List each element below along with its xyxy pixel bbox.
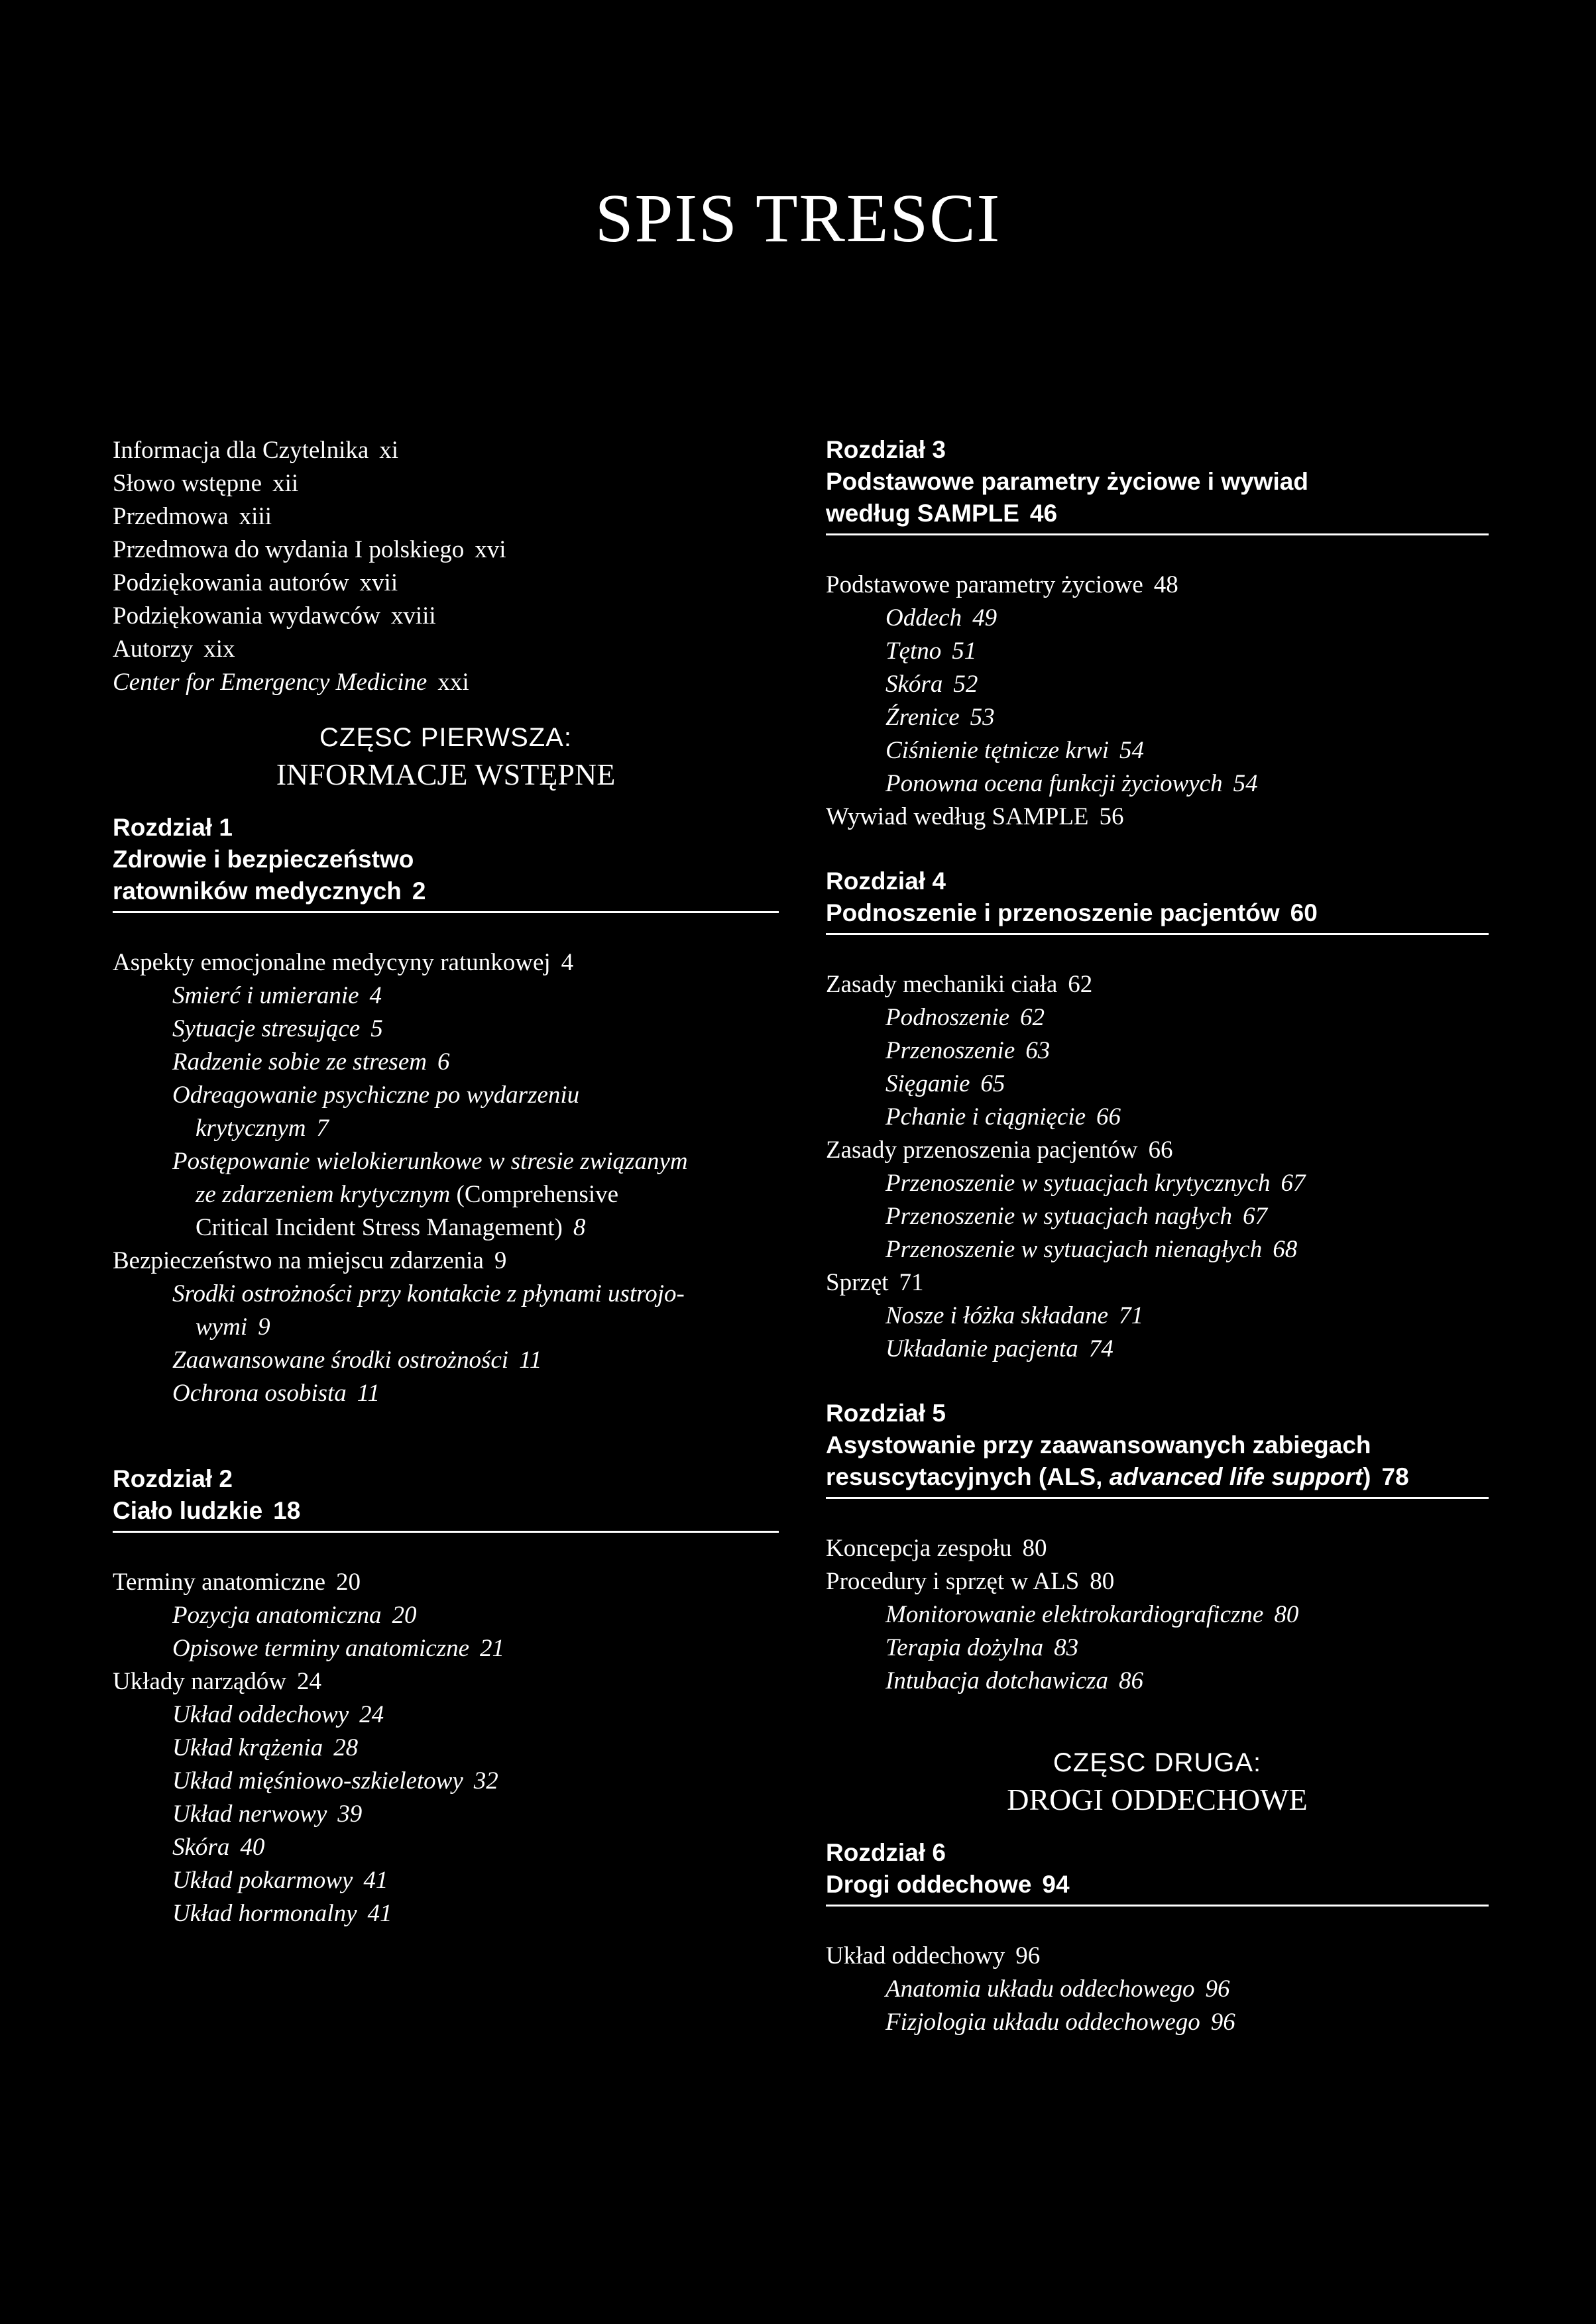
- chapter-entries: [826, 968, 1489, 1366]
- chapter-entries: [826, 1940, 1489, 2039]
- list-item[interactable]: Układanie pacjenta 74: [885, 1335, 1113, 1362]
- list-item[interactable]: Podnoszenie 62: [885, 1004, 1045, 1031]
- chapter-heading[interactable]: Rozdział 1 Zdrowie i bezpieczeństwo ratowników medycznych 2: [113, 812, 779, 913]
- list-item[interactable]: Przenoszenie w sytuacjach nagłych 67: [885, 1203, 1268, 1230]
- list-item[interactable]: Przenoszenie 63: [885, 1037, 1051, 1064]
- list-item[interactable]: Zasady przenoszenia pacjentów 66: [826, 1136, 1173, 1164]
- list-item[interactable]: Aspekty emocjonalne medycyny ratunkowej 4: [113, 949, 574, 976]
- list-item[interactable]: Intubacja dotchawicza 86: [885, 1667, 1144, 1694]
- chapter-entries: [113, 946, 779, 1410]
- list-item[interactable]: Układ oddechowy 24: [172, 1701, 384, 1728]
- list-item[interactable]: Układ pokarmowy 41: [172, 1867, 388, 1894]
- list-item[interactable]: Przedmowa xiii: [113, 503, 272, 530]
- chapter-heading[interactable]: Rozdział 6 Drogi oddechowe 94: [826, 1837, 1489, 1907]
- list-item[interactable]: Koncepcja zespołu 80: [826, 1535, 1047, 1562]
- list-item[interactable]: Tętno 51: [885, 637, 977, 665]
- part-heading: CZĘSC PIERWSZA: INFORMACJE WSTĘPNE: [276, 723, 616, 791]
- list-item[interactable]: Skóra 40: [172, 1834, 265, 1861]
- list-item[interactable]: Układ hormonalny 41: [172, 1900, 392, 1927]
- chapter-heading[interactable]: Rozdział 4 Podnoszenie i przenoszenie pacjentów 60: [826, 865, 1489, 935]
- chapter-entries: [826, 569, 1489, 834]
- list-item[interactable]: Informacja dla Czytelnika xi: [113, 437, 399, 464]
- chapter-entries: [826, 1532, 1489, 1698]
- list-item[interactable]: Anatomia układu oddechowego 96: [885, 1975, 1230, 2003]
- right-column: [826, 434, 1489, 2039]
- list-item[interactable]: Sytuacje stresujące 5: [172, 1015, 383, 1042]
- list-item[interactable]: Źrenice 53: [885, 704, 995, 731]
- list-item[interactable]: Srodki ostrożności przy kontakcie z płynami ustrojo-: [172, 1280, 685, 1307]
- list-item[interactable]: Ciśnienie tętnicze krwi 54: [885, 737, 1145, 764]
- list-item[interactable]: Układ mięśniowo-szkieletowy 32: [172, 1767, 498, 1795]
- list-item[interactable]: Zaawansowane środki ostrożności 11: [172, 1347, 542, 1374]
- list-item[interactable]: Słowo wstępne xii: [113, 470, 299, 497]
- list-item[interactable]: Przedmowa do wydania I polskiego xvi: [113, 536, 506, 563]
- frontmatter-list: [113, 434, 779, 699]
- list-item[interactable]: Odreagowanie psychiczne po wydarzeniu: [172, 1081, 580, 1109]
- list-item[interactable]: wymi 9: [196, 1313, 270, 1341]
- list-item[interactable]: Układ oddechowy 96: [826, 1942, 1041, 1969]
- list-item[interactable]: Postępowanie wielokierunkowe w stresie związanym: [172, 1148, 688, 1175]
- list-item[interactable]: Oddech 49: [885, 604, 997, 632]
- list-item[interactable]: Opisowe terminy anatomiczne 21: [172, 1635, 505, 1662]
- list-item[interactable]: Sięganie 65: [885, 1070, 1005, 1097]
- list-item[interactable]: Podstawowe parametry życiowe 48: [826, 571, 1178, 598]
- list-item[interactable]: Układy narządów 24: [113, 1668, 321, 1695]
- chapter-entries: [113, 1566, 779, 1930]
- chapter-heading[interactable]: Rozdział 3 Podstawowe parametry życiowe i wywiad według SAMPLE 46: [826, 434, 1489, 535]
- list-item[interactable]: Ochrona osobista 11: [172, 1380, 380, 1407]
- page-title: SPIS TRESCI: [595, 180, 1001, 256]
- list-item[interactable]: Autorzy xix: [113, 636, 235, 663]
- list-item[interactable]: Zasady mechaniki ciała 62: [826, 971, 1093, 998]
- list-item[interactable]: Wywiad według SAMPLE 56: [826, 803, 1124, 830]
- list-item[interactable]: Smierć i umieranie 4: [172, 982, 382, 1009]
- list-item[interactable]: Pozycja anatomiczna 20: [172, 1602, 417, 1629]
- list-item[interactable]: Podziękowania autorów xvii: [113, 569, 398, 596]
- list-item[interactable]: Radzenie sobie ze stresem 6: [172, 1048, 450, 1076]
- list-item[interactable]: krytycznym 7: [196, 1115, 329, 1142]
- list-item[interactable]: Fizjologia układu oddechowego 96: [885, 2009, 1235, 2036]
- list-item[interactable]: Układ krążenia 28: [172, 1734, 359, 1761]
- list-item[interactable]: Procedury i sprzęt w ALS 80: [826, 1568, 1115, 1595]
- list-item[interactable]: Podziękowania wydawców xviii: [113, 602, 436, 630]
- left-column: [113, 434, 779, 1930]
- list-item[interactable]: Terapia dożylna 83: [885, 1634, 1079, 1661]
- list-item[interactable]: Układ nerwowy 39: [172, 1800, 363, 1828]
- list-item[interactable]: ze zdarzeniem krytycznym (Comprehensive: [196, 1181, 619, 1208]
- list-item[interactable]: Terminy anatomiczne 20: [113, 1569, 361, 1596]
- list-item[interactable]: Critical Incident Stress Management) 8: [196, 1214, 586, 1241]
- list-item[interactable]: Pchanie i ciągnięcie 66: [885, 1103, 1121, 1131]
- list-item[interactable]: Przenoszenie w sytuacjach nienagłych 68: [885, 1236, 1298, 1263]
- list-item[interactable]: Monitorowanie elektrokardiograficzne 80: [885, 1601, 1299, 1628]
- list-item[interactable]: Center for Emergency Medicine xxi: [113, 669, 469, 696]
- list-item[interactable]: Ponowna ocena funkcji życiowych 54: [885, 770, 1258, 797]
- chapter-heading[interactable]: Rozdział 5 Asystowanie przy zaawansowanych zabiegach resuscytacyjnych (ALS, advanced life support) 78: [826, 1398, 1489, 1499]
- list-item[interactable]: Bezpieczeństwo na miejscu zdarzenia 9: [113, 1247, 507, 1274]
- chapter-heading[interactable]: Rozdział 2 Ciało ludzkie 18: [113, 1463, 779, 1533]
- list-item[interactable]: Nosze i łóżka składane 71: [885, 1302, 1144, 1329]
- part-heading: CZĘSC DRUGA: DROGI ODDECHOWE: [1007, 1748, 1308, 1816]
- list-item[interactable]: Przenoszenie w sytuacjach krytycznych 67: [885, 1170, 1306, 1197]
- list-item[interactable]: Skóra 52: [885, 671, 978, 698]
- list-item[interactable]: Sprzęt 71: [826, 1269, 924, 1296]
